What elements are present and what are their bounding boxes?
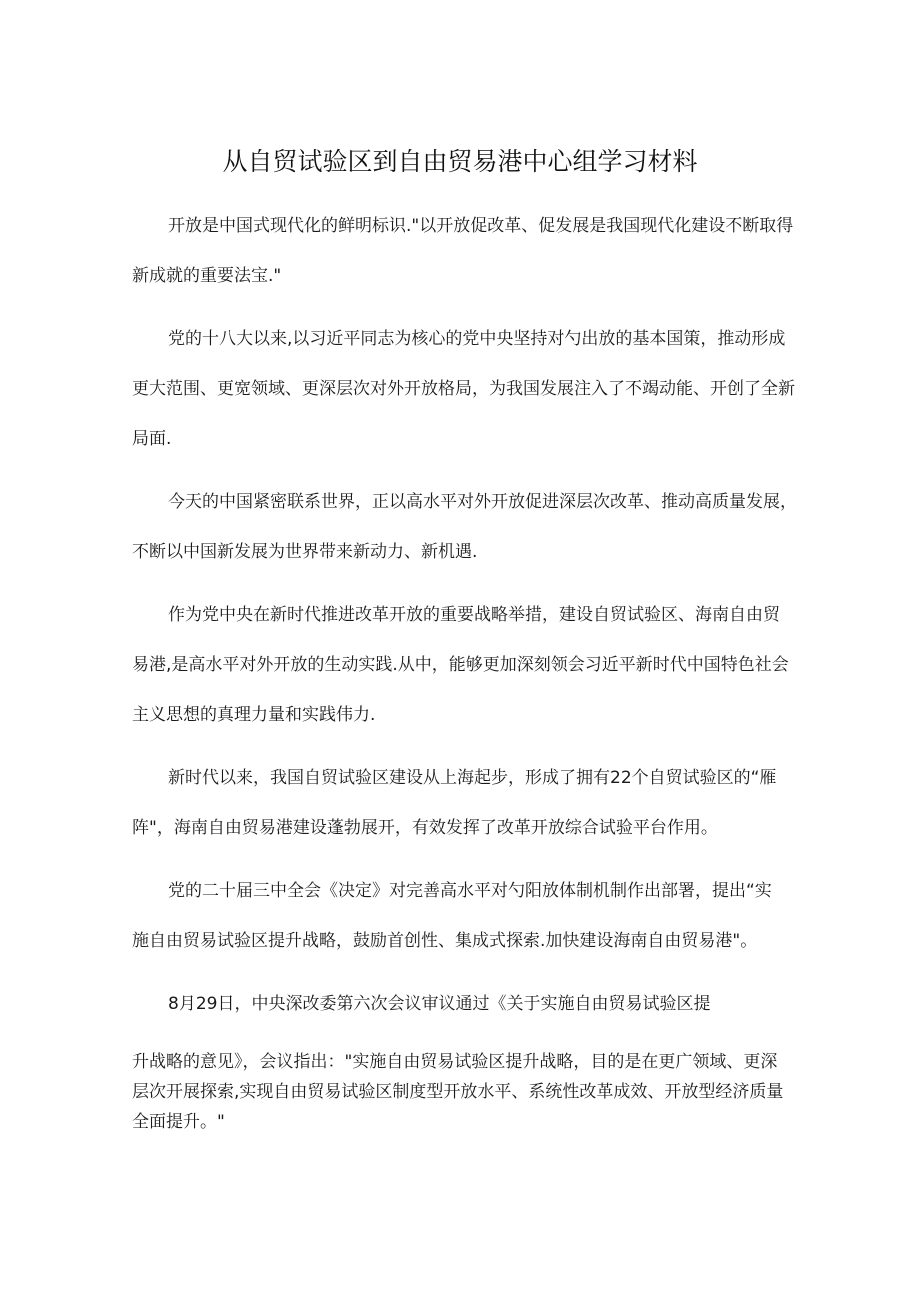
paragraph-6-line-1: 党的二十届三中全会《决定》对完善高水平对勺阳放体制机制作出部署，提出“实 (168, 881, 772, 901)
paragraph-2-line-3: 局面. (132, 429, 172, 449)
paragraph-4-line-3: 主义思想的真理力量和实践伟力. (132, 705, 376, 725)
paragraph-5-line-2: 阵"，海南自由贸易港建设蓬勃展开，有效发挥了改革开放综合试验平台作用。 (132, 818, 718, 838)
paragraph-8-line-1: 升战略的意见》，会议指出："实施自由贸易试验区提升战略，目的是在更广领域、更深 (132, 1052, 778, 1072)
paragraph-8-line-3: 全面提升。" (132, 1112, 225, 1132)
paragraph-8-line-2: 层次开展探索,实现自由贸易试验区制度型开放水平、系统性改革成效、开放型经济质量 (132, 1082, 784, 1102)
paragraph-2-line-1: 党的十八大以来,以习近平同志为核心的党中央坚持对勺出放的基本国策，推动形成 (168, 329, 786, 349)
paragraph-2-line-2: 更大范围、更宽领域、更深层次对外开放格局，为我国发展注入了不竭动能、开创了全新 (132, 379, 795, 399)
paragraph-1-line-2: 新成就的重要法宝." (132, 266, 282, 286)
paragraph-3-line-2: 不断以中国新发展为世界带来新动力、新机遇. (132, 542, 478, 562)
paragraph-6-line-2: 施自由贸易试验区提升战略，鼓励首创性、集成式探索.加快建设海南自由贸易港"。 (132, 931, 758, 951)
paragraph-4-line-2: 易港,是高水平对外开放的生动实践.从中，能够更加深刻领会习近平新时代中国特色社会 (132, 655, 789, 675)
paragraph-1-line-1: 开放是中国式现代化的鲜明标识."以开放促改革、促发展是我国现代化建设不断取得 (168, 216, 794, 236)
document-title: 从自贸试验区到自由贸易港中心组学习材料 (222, 147, 698, 176)
paragraph-7-line-1: 8月29日，中央深改委第六次会议审议通过《关于实施自由贸易试验区提 (168, 994, 711, 1014)
paragraph-5-line-1: 新时代以来，我国自贸试验区建设从上海起步，形成了拥有22个自贸试验区的“雁 (168, 768, 777, 788)
paragraph-4-line-1: 作为党中央在新时代推进改革开放的重要战略举措，建设自贸试验区、海南自由贸 (168, 605, 780, 625)
paragraph-3-line-1: 今天的中国紧密联系世界，正以高水平对外开放促进深层次改革、推动高质量发展， (168, 492, 797, 512)
